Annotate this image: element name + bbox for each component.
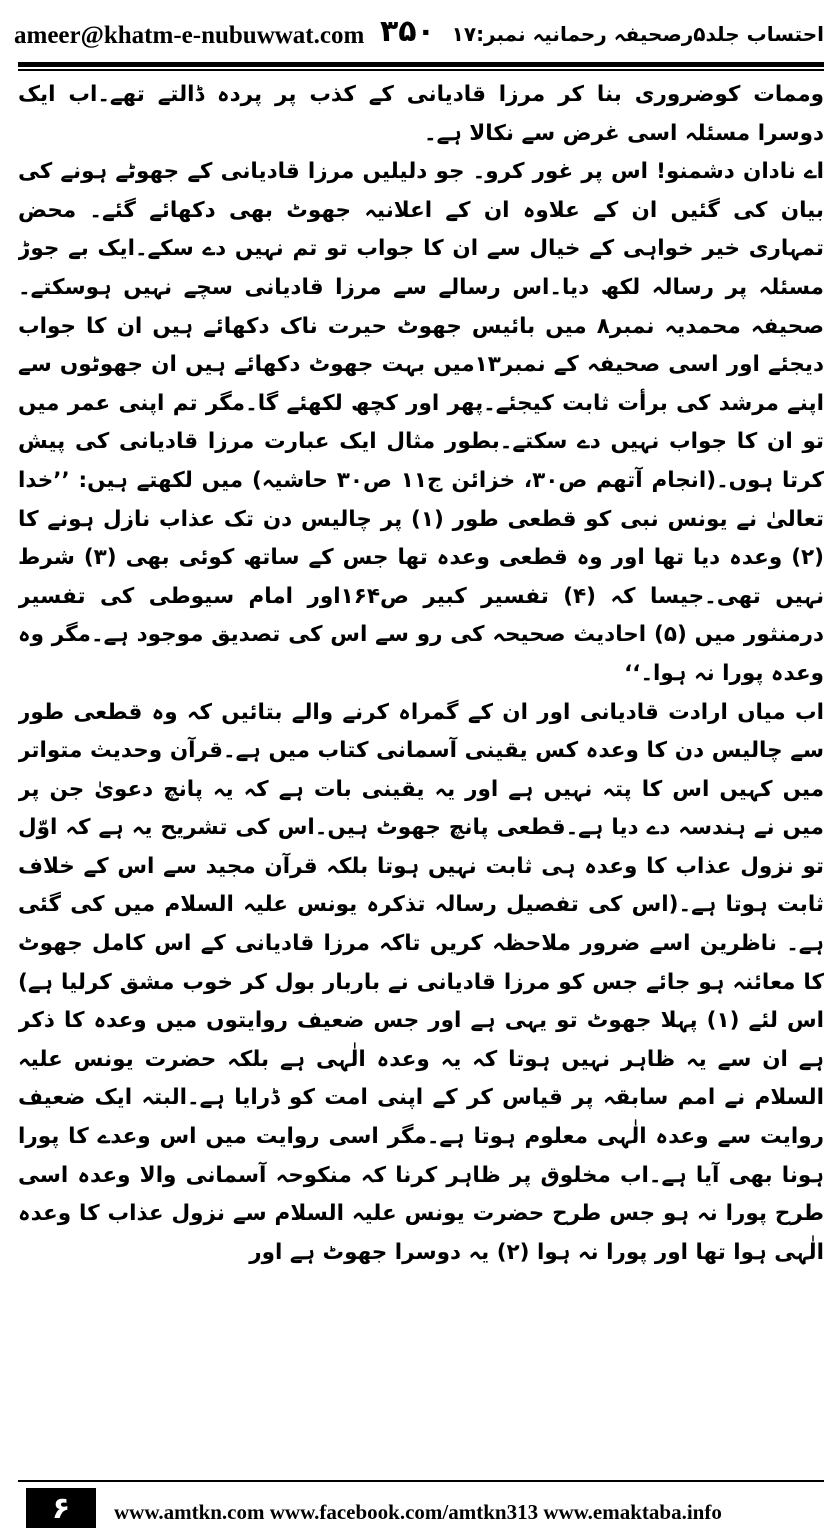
footer-rule	[18, 1480, 824, 1482]
paragraph-2: اے نادان دشمنو! اس پر غور کرو۔ جو دلیلیں مرزا قادیانی کے جھوٹے ہونے کی بیان کی گئیں ان کے علاوہ ان کے اعلانیہ جھوٹ بھی دکھائے گئے۔ محض تمہاری خیر خواہی کے خیال سے ان کا جواب تو تم نہیں دے سکے۔ایک بے جوڑ مسئلہ پر رسالہ لکھ دیا۔اس رسالے سے مرزا قادیانی سچے نہیں ہوسکتے۔صحیفہ محمدیہ نمبر۸ میں بائیس جھوٹ حیرت ناک دکھائے ہیں ان کا جواب دیجئے اور اسی صحیفہ کے نمبر۱۳میں بہت جھوٹ دکھائے ہیں ان جھوٹوں سے اپنے مرشد کی برأت ثابت کیجئے۔پھر اور کچھ لکھئے گا۔مگر تم اپنی عمر میں تو ان کا جواب نہیں دے سکتے۔بطور مثال ایک عبارت مرزا قادیانی کی پیش کرتا ہوں۔(انجام آتھم ص۳۰، خزائن ج۱۱ ص۳۰ حاشیہ) میں لکھتے ہیں: ’’خدا تعالیٰ نے یونس نبی کو قطعی طور (۱) پر چالیس دن تک عذاب نازل ہونے کا (۲) وعدہ دیا تھا اور وہ قطعی وعدہ تھا جس کے ساتھ کوئی بھی (۳) شرط نہیں تھی۔جیسا کہ (۴) تفسیر کبیر ص۱۶۴اور امام سیوطی کی تفسیر درمنثور میں (۵) احادیث صحیحہ کی رو سے اس کی تصدیق موجود ہے۔مگر وہ وعدہ پورا نہ ہوا۔‘‘	[18, 159, 824, 686]
footer-urls: www.amtkn.com www.facebook.com/amtkn313 www.emaktaba.info	[114, 1500, 722, 1524]
header-page-number: ۳۵۰	[380, 14, 435, 49]
paragraph-1: وممات کوضروری بنا کر مرزا قادیانی کے کذب پر پردہ ڈالتے تھے۔اب ایک دوسرا مسئلہ اسی غرض سے نکالا ہے۔	[18, 82, 824, 146]
body-text	[18, 76, 824, 1468]
header-rule-thick	[18, 62, 824, 67]
page-header	[0, 0, 840, 60]
footer-page-number: ۶	[26, 1488, 96, 1528]
paragraph-3: اب میاں ارادت قادیانی اور ان کے گمراہ کرنے والے بتائیں کہ وہ قطعی طور سے چالیس دن کا وعدہ کس یقینی آسمانی کتاب میں ہے۔قرآن وحدیث متواتر میں کہیں اس کا پتہ نہیں ہے اور یہ یقینی بات ہے کہ یہ پانچ دعویٰ جن پر میں نے ہندسہ دے دیا ہے۔قطعی پانچ جھوٹ ہیں۔اس کی تشریح یہ ہے کہ اوّل تو نزول عذاب کا وعدہ ہی ثابت نہیں ہوتا بلکہ قرآن مجید سے اس کے خلاف ثابت ہوتا ہے۔(اس کی تفصیل رسالہ تذکرہ یونس علیہ السلام میں کی گئی ہے۔ ناظرین اسے ضرور ملاحظہ کریں تاکہ مرزا قادیانی کے اس کامل جھوٹ کا معائنہ ہو جائے جس کو مرزا قادیانی نے باربار بول کر خوب مشق کرلیا ہے) اس لئے (۱) پہلا جھوٹ تو یہی ہے اور جس ضعیف روایتوں میں وعدہ کا ذکر ہے ان سے یہ ظاہر نہیں ہوتا کہ یہ وعدہ الٰہی ہے بلکہ حضرت یونس علیہ السلام نے امم سابقہ پر قیاس کر کے اپنی امت کو ڈرایا ہے۔البتہ ایک ضعیف روایت سے وعدہ الٰہی معلوم ہوتا ہے۔مگر اسی روایت میں اس وعدے کا پورا ہونا بھی آیا ہے۔اب مخلوق پر ظاہر کرنا کہ منکوحہ آسمانی والا وعدہ اسی طرح پورا نہ ہو جس طرح حضرت یونس علیہ السلام سے نزول عذاب کا وعدہ الٰہی ہوا تھا اور پورا نہ ہوا (۲) یہ دوسرا جھوٹ ہے اور	[18, 699, 824, 1265]
header-email: ameer@khatm-e-nubuwwat.com	[14, 22, 365, 49]
page-footer	[0, 1480, 840, 1540]
header-title: احتساب جلد۵رصحیفہ رحمانیہ نمبر:۱۷	[451, 22, 824, 46]
header-rule-thin	[18, 69, 824, 71]
